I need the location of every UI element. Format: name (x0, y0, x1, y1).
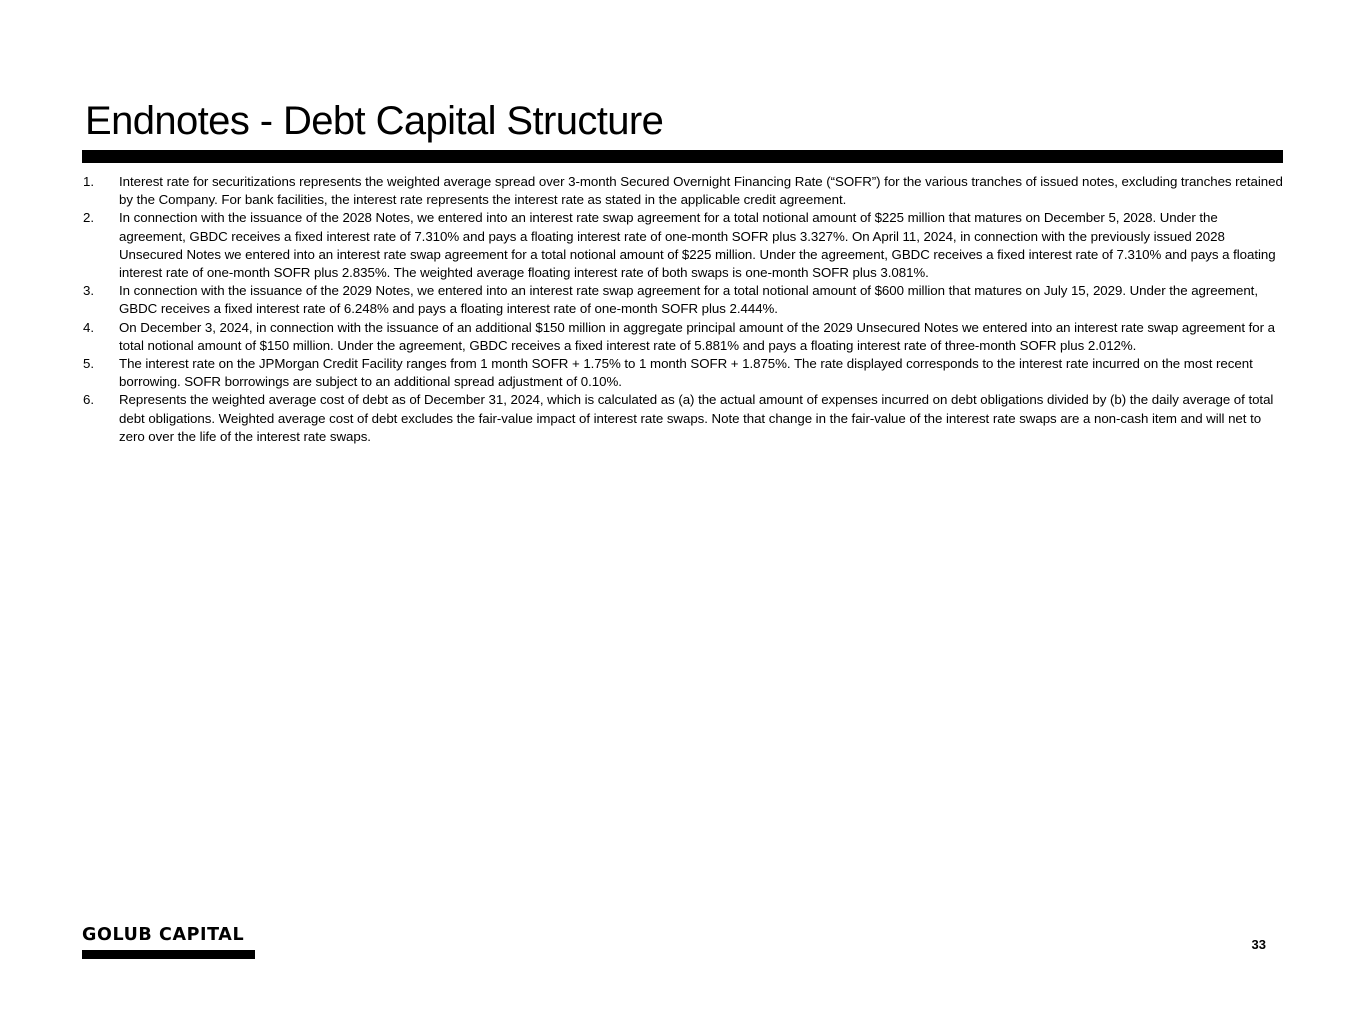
endnote-text: Interest rate for securitizations represents the weighted average spread over 3-month Secured Overnight Financing Rate (“SOFR”) for the various tranches of issued notes, excluding tranches retained by the Company. For bank facilities, the interest rate represents the interest rate as stated in the applicable credit agreement. (119, 174, 1283, 208)
endnotes-list (83, 173, 1283, 446)
page-title: Endnotes - Debt Capital Structure (85, 99, 664, 143)
logo-underline (82, 950, 255, 959)
golub-capital-logo (82, 924, 255, 946)
endnote-number: 4. (83, 319, 94, 335)
endnote-item (83, 282, 1283, 318)
endnote-text: Represents the weighted average cost of debt as of December 31, 2024, which is calculated as (a) the actual amount of expenses incurred on debt obligations divided by (b) the daily average of total debt obligations. Weighted average cost of debt excludes the fair-value impact of interest rate swaps. Note that change in the fair-value of the interest rate swaps are a non-cash item and will net to zero over the life of the interest rate swaps. (119, 392, 1274, 444)
endnote-text: The interest rate on the JPMorgan Credit Facility ranges from 1 month SOFR + 1.75% to 1 month SOFR + 1.875%. The rate displayed corresponds to the interest rate incurred on the most recent borrowing. SOFR borrowings are subject to an additional spread adjustment of 0.10%. (119, 356, 1253, 390)
endnote-number: 6. (83, 392, 94, 408)
endnote-item (83, 355, 1283, 391)
endnote-text: In connection with the issuance of the 2029 Notes, we entered into an interest rate swap agreement for a total notional amount of $600 million that matures on July 15, 2029. Under the agreement, GBDC receives a fixed interest rate of 6.248% and pays a floating interest rate of one-month SOFR plus 2.444%. (119, 283, 1258, 317)
endnote-number: 1. (83, 174, 94, 189)
page-number: 33 (1251, 937, 1266, 952)
endnote-number: 2. (83, 210, 94, 226)
endnote-text: On December 3, 2024, in connection with the issuance of an additional $150 million in aggregate principal amount of the 2029 Unsecured Notes we entered into an interest rate swap agreement for a total notional amount of $150 million. Under the agreement, GBDC receives a fixed interest rate of 5.881% and pays a floating interest rate of three-month SOFR plus 2.012%. (119, 319, 1275, 353)
title-divider (82, 150, 1283, 163)
endnote-item (83, 319, 1283, 355)
endnote-item (83, 391, 1283, 446)
endnote-item (83, 209, 1283, 282)
endnote-number: 5. (83, 356, 94, 372)
endnote-text: In connection with the issuance of the 2028 Notes, we entered into an interest rate swap agreement for a total notional amount of $225 million that matures on December 5, 2028. Under the agreement, GBDC receives a fixed interest rate of 7.310% and pays a floating interest rate of one-month SOFR plus 3.327%. On April 11, 2024, in connection with the previously issued 2028 Unsecured Notes we entered into an interest rate swap agreement for a total notional amount of $225 million. Under the agreement, GBDC receives a fixed interest rate of 7.310% and pays a floating interest rate of one-month SOFR plus 2.835%. The weighted average floating interest rate of both swaps is one-month SOFR plus 3.081%. (119, 210, 1276, 281)
logo-wordmark: GOLUB CAPITAL (82, 925, 245, 945)
endnote-item (83, 173, 1283, 209)
endnote-number: 3. (83, 283, 94, 299)
